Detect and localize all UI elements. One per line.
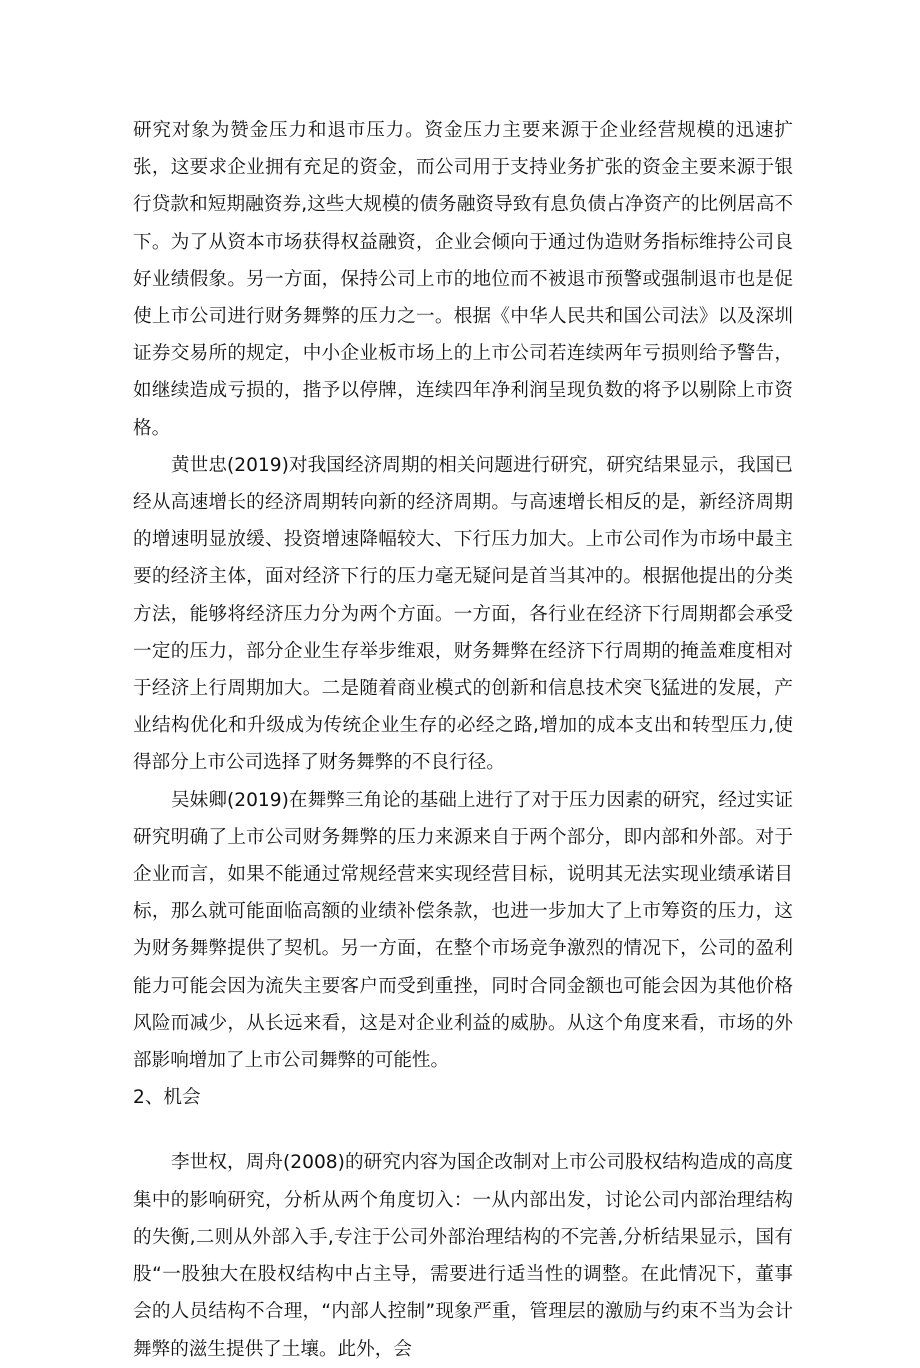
paragraph-capital-pressure: 研究对象为赞金压力和退市压力。资金压力主要来源于企业经营规模的迅速扩张，这要求企业拥有充足的资金，而公司用于支持业务扩张的资金主要来源于银行贷款和短期融资券,这些大规模的债务融资导致有息负债占净资产的比例居高不下。为了从资本市场获得权益融资，企业会倾向于通过伪造财务指标维持公司良好业绩假象。另一方面，保持公司上市的地位而不被退市预警或强制退市也是促使上市公司进行财务舞弊的压力之一。根据《中华人民共和国公司法》以及深圳证券交易所的规定，中小企业板市场上的上市公司若连续两年亏损则给予警告，如继续造成亏损的，揩予以停牌，连续四年净利润呈现负数的将予以剔除上市资格。: [133, 120, 793, 439]
body-text: [133, 112, 793, 1368]
paragraph-wu-meiqing: 吴妹卿(2019)在舞弊三角论的基础上进行了对于压力因素的研究，经过实证研究明确了上市公司财务舞弊的压力来源来自于两个部分，即内部和外部。对于企业而言，如果不能通过常规经营来实现经营目标，说明其无法实现业绩承诺目标，那么就可能面临高额的业绩补偿条款，也进一步加大了上市筹资的压力，这为财务舞弊提供了契机。另一方面，在整个市场竞争激烈的情况下，公司的盈利能力可能会因为流失主要客户而受到重挫，同时合同金额也可能会因为其他价格风险而减少，从长远来看，这是对企业利益的威胁。从这个角度来看，市场的外部影响增加了上市公司舞弊的可能性。: [133, 789, 793, 1072]
paragraph-huang-shizhong: 黄世忠(2019)对我国经济周期的相关问题进行研究，研究结果显示，我国已经从高速增长的经济周期转向新的经济周期。与高速增长相反的是，新经济周期的增速明显放缓、投资增速降幅较大、下行压力加大。上市公司作为市场中最主要的经济主体，面对经济下行的压力毫无疑问是首当其冲的。根据他提出的分类方法，能够将经济压力分为两个方面。一方面，各行业在经济下行周期都会承受一定的压力，部分企业生存举步维艰，财务舞弊在经济下行周期的掩盖难度相对于经济上行周期加大。二是随着商业模式的创新和信息技术突飞猛进的发展，产业结构优化和升级成为传统企业生存的必经之路,增加的成本支出和转型压力,使得部分上市公司选择了财务舞弊的不良行径。: [133, 454, 793, 774]
section-spacer: [133, 1116, 793, 1144]
section-heading-opportunity: 2、机会: [133, 1087, 201, 1109]
paragraph-li-shiquan: 李世权，周舟(2008)的研究内容为国企改制对上市公司股权结构造成的高度集中的影响研究，分析从两个角度切入：一从内部出发，讨论公司内部治理结构的失衡,二则从外部入手,专注于公司外部治理结构的不完善,分析结果显示，国有股“一股独大在股权结构中占主导，需要进行适当性的调整。在此情况下，董事会的人员结构不合理，“内部人控制”现象严重，管理层的激励与约束不当为会计舞弊的滋生提供了土壤。此外，会: [133, 1152, 793, 1360]
